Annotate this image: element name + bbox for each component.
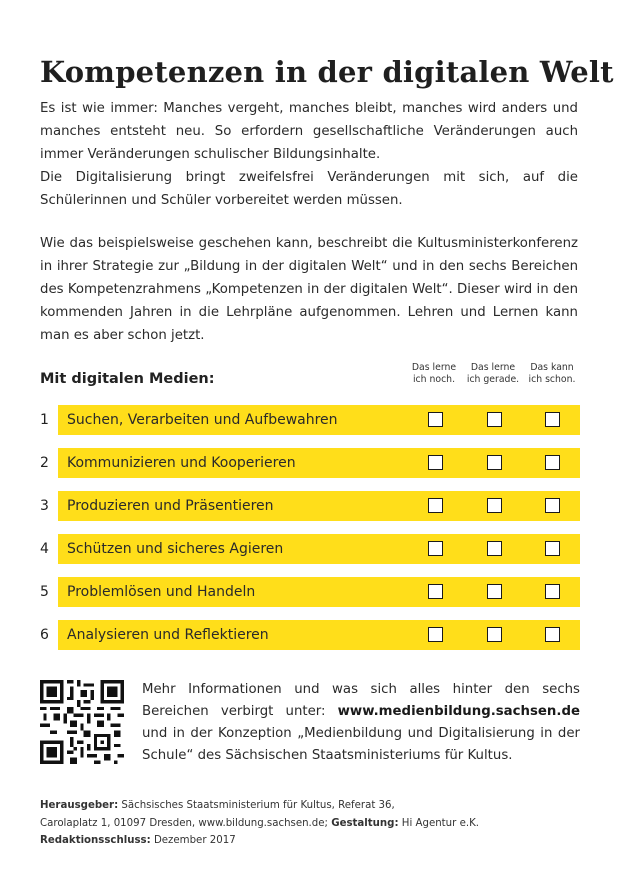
row-label: Problemlösen und Handeln xyxy=(67,584,256,600)
row-number: 5 xyxy=(40,584,49,600)
row-bar xyxy=(58,534,580,564)
checklist-row-5 xyxy=(40,577,580,607)
imprint-line-publisher xyxy=(40,797,580,815)
column-header-line: Das lerne xyxy=(411,362,457,373)
checkbox-learning-still[interactable] xyxy=(428,584,443,599)
checkbox-can-already[interactable] xyxy=(545,412,560,427)
checkbox-learning-still[interactable] xyxy=(428,498,443,513)
intro-paragraph-2: Die Digitalisierung bringt zweifelsfrei Veränderungen mit sich, auf die Schülerinnen und Schüler vorbereitet werden müssen. xyxy=(40,170,578,208)
checkbox-can-already[interactable] xyxy=(545,541,560,556)
column-header-line: Das kann xyxy=(530,362,574,373)
checklist-row-1 xyxy=(40,405,580,435)
intro-block-2 xyxy=(40,232,578,347)
medienbildung-link[interactable]: www.medienbildung.sachsen.de xyxy=(337,704,580,719)
checkbox-learning-still[interactable] xyxy=(428,412,443,427)
checklist-row-4 xyxy=(40,534,580,564)
imprint-line-address xyxy=(40,815,580,833)
intro-block-1 xyxy=(40,97,578,212)
checkbox-learning-still[interactable] xyxy=(428,627,443,642)
column-header-learning-still xyxy=(403,362,465,386)
row-bar xyxy=(58,577,580,607)
checkbox-can-already[interactable] xyxy=(545,455,560,470)
checklist-row-3 xyxy=(40,491,580,521)
intro-paragraph-1: Es ist wie immer: Manches vergeht, manches bleibt, manches wird anders und manches entsteht neu. So erfordern gesellschaftliche Veränderungen auch immer Veränderungen schulischer Bildungsinhalte. xyxy=(40,101,578,162)
row-label: Produzieren und Präsentieren xyxy=(67,498,274,514)
row-number: 3 xyxy=(40,498,49,514)
row-bar xyxy=(58,491,580,521)
page-title: Kompetenzen in der digitalen Welt xyxy=(40,55,614,90)
deadline-value: Dezember 2017 xyxy=(153,835,236,846)
deadline-label: Redaktionsschluss: xyxy=(40,835,151,846)
column-header-can-already xyxy=(521,362,583,386)
row-number: 4 xyxy=(40,541,49,557)
info-text-after-link: und in der Konzeption „Medienbildung und Digitalisierung in der Schule“ des Sächsischen Staatsministeriums für Kultus. xyxy=(142,726,580,763)
row-label: Suchen, Verarbeiten und Aufbewahren xyxy=(67,412,338,428)
column-header-learning-now xyxy=(462,362,524,386)
checkbox-learning-still[interactable] xyxy=(428,541,443,556)
publisher-label: Herausgeber: xyxy=(40,800,119,811)
more-info-paragraph xyxy=(142,679,580,767)
publisher-value: Sächsisches Staatsministerium für Kultus, Referat 36, xyxy=(121,800,395,811)
publisher-address: Carolaplatz 1, 01097 Dresden, www.bildung.sachsen.de; xyxy=(40,817,328,829)
checkbox-learning-now[interactable] xyxy=(487,584,502,599)
row-bar xyxy=(58,405,580,435)
column-header-line: Das lerne xyxy=(470,362,516,373)
intro-paragraph-3: Wie das beispielsweise geschehen kann, beschreibt die Kultusministerkonferenz in ihrer Strategie zur „Bildung in der digitalen Welt“ und in den sechs Bereichen des Kompetenzrahmens „Kompetenzen in der digitalen Welt“. Dieser wird in den kommenden Jahren in die Lehrpläne aufgenommen. Lehren und Lernen kann man es aber schon jetzt. xyxy=(40,236,578,343)
checkbox-learning-now[interactable] xyxy=(487,412,502,427)
checkbox-can-already[interactable] xyxy=(545,627,560,642)
row-label: Kommunizieren und Kooperieren xyxy=(67,455,296,471)
checkbox-can-already[interactable] xyxy=(545,584,560,599)
checkbox-learning-now[interactable] xyxy=(487,498,502,513)
checklist-row-2 xyxy=(40,448,580,478)
checkbox-learning-now[interactable] xyxy=(487,455,502,470)
design-label: Gestaltung: xyxy=(331,817,399,829)
imprint-line-deadline xyxy=(40,832,580,850)
qr-code-icon[interactable] xyxy=(40,680,124,764)
row-number: 2 xyxy=(40,455,49,471)
checkbox-learning-now[interactable] xyxy=(487,541,502,556)
design-value: Hi Agentur e.K. xyxy=(401,817,479,829)
imprint-footer xyxy=(40,797,580,850)
checkbox-learning-still[interactable] xyxy=(428,455,443,470)
info-text-before-link: Mehr Informationen und was sich alles hinter den sechs Bereichen verbirgt unter: xyxy=(142,682,580,719)
checkbox-learning-now[interactable] xyxy=(487,627,502,642)
row-label: Schützen und sicheres Agieren xyxy=(67,541,284,557)
row-number: 1 xyxy=(40,412,49,428)
row-bar xyxy=(58,620,580,650)
checklist-row-6 xyxy=(40,620,580,650)
row-number: 6 xyxy=(40,627,49,643)
checklist-heading: Mit digitalen Medien: xyxy=(40,371,215,387)
column-header-line: ich schon. xyxy=(528,374,576,385)
column-header-line: ich noch. xyxy=(412,374,456,385)
row-bar xyxy=(58,448,580,478)
row-label: Analysieren und Reflektieren xyxy=(67,627,269,643)
checkbox-can-already[interactable] xyxy=(545,498,560,513)
more-info-text xyxy=(142,679,580,767)
column-header-line: ich gerade. xyxy=(466,374,520,385)
